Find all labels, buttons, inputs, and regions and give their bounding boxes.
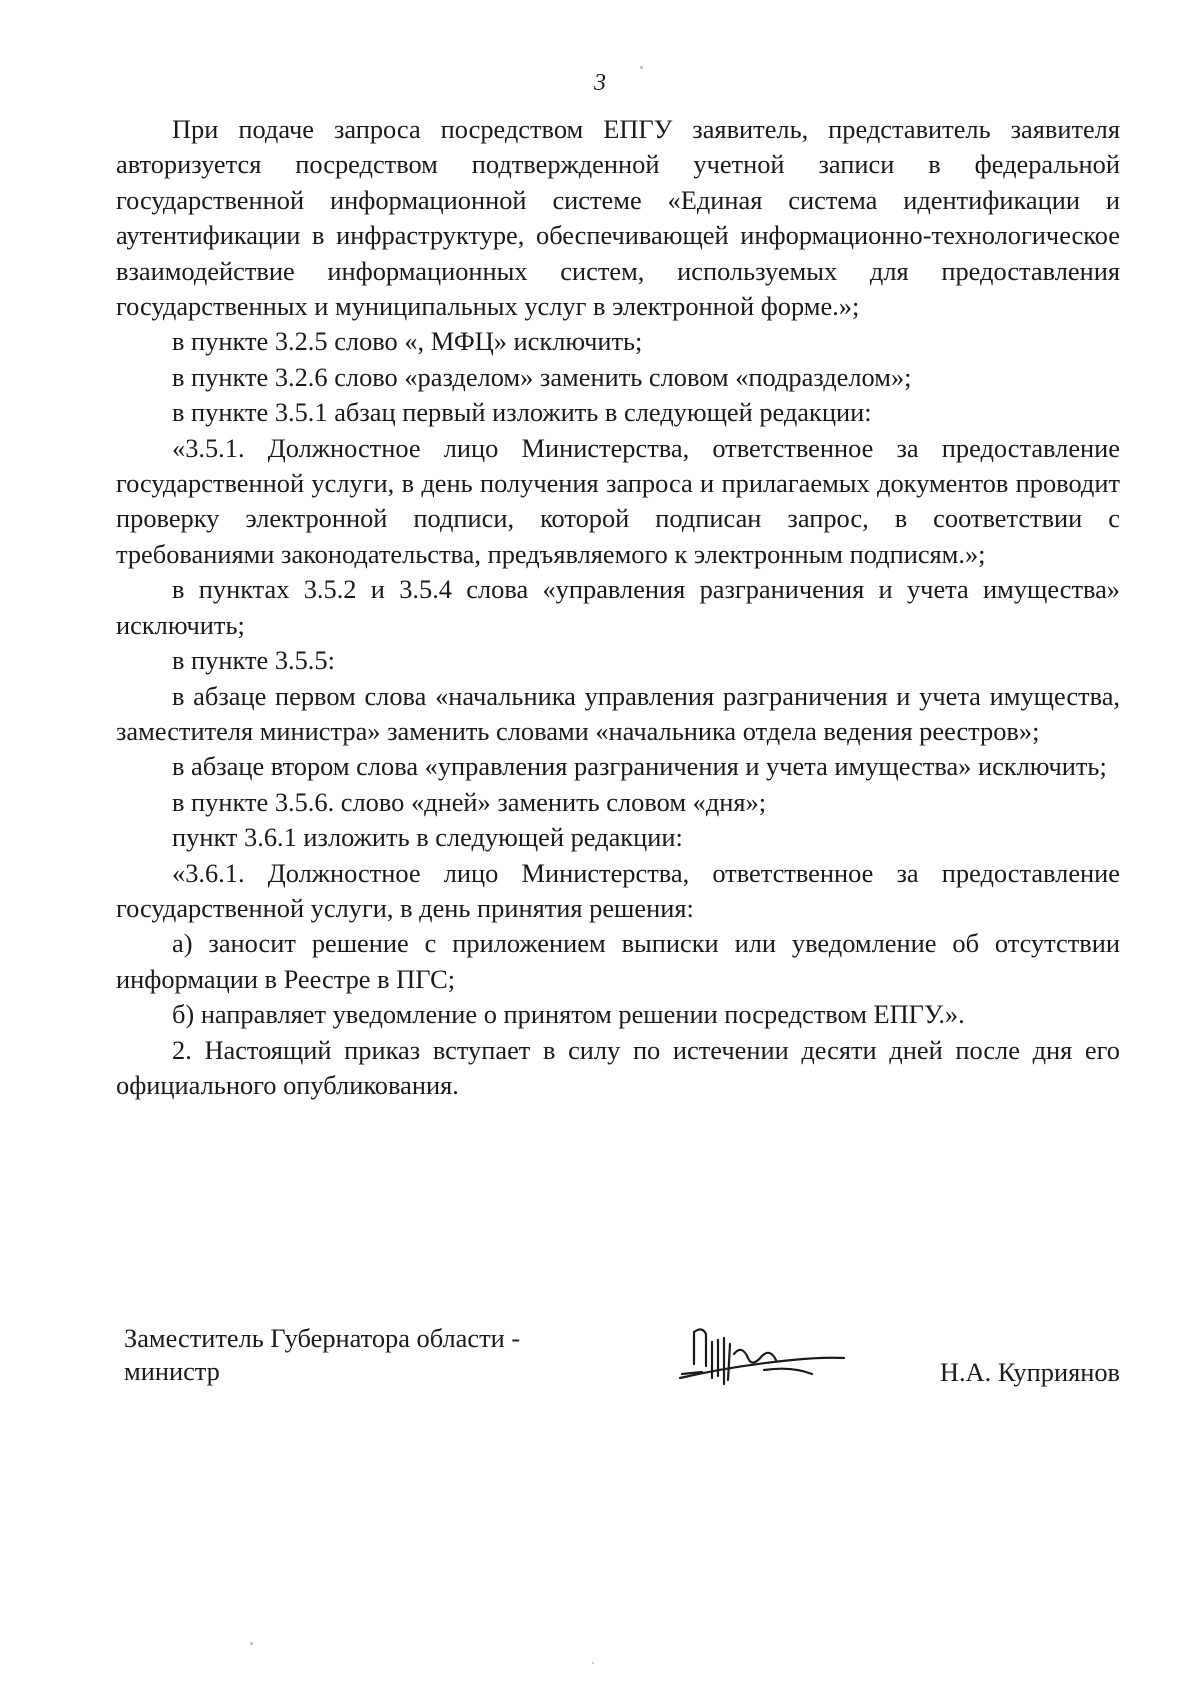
- paragraph: в пункте 3.2.6 слово «разделом» заменить словом «подразделом»;: [172, 361, 912, 392]
- signer-title-line: Заместитель Губернатора области -: [124, 1323, 521, 1353]
- paragraph: «3.5.1. Должностное лицо Министерства, ответственное за предоставление государственной услуги, в день получения запроса и прилагаемых документов проводит проверку электронной подписи, которой подписан запрос, в соответствии с требованиями законодательства, предъявляемого к электронным подписям.»;: [116, 432, 1120, 569]
- scan-speck: [640, 66, 643, 69]
- paragraph: в пункте 3.5.1 абзац первый изложить в следующей редакции:: [172, 397, 872, 428]
- paragraph: в абзаце втором слова «управления разграничения и учета имущества» исключить;: [172, 751, 1107, 782]
- signature-block: [124, 1322, 1120, 1402]
- paragraph: а) заносит решение с приложением выписки или уведомление об отсутствии информации в Реестре в ПГС;: [116, 928, 1120, 994]
- paragraph: в пункте 3.5.6. слово «дней» заменить словом «дня»;: [172, 786, 767, 817]
- paragraph: При подаче запроса посредством ЕПГУ заявитель, представитель заявителя авторизуется посредством подтвержденной учетной записи в федеральной государственной информационной системе «Единая система идентификации и аутентификации в инфраструктуре, обеспечивающей информационно-технологическое взаимодействие информационных систем, используемых для предоставления государственных и муниципальных услуг в электронной форме.»;: [116, 114, 1120, 322]
- paragraph: пункт 3.6.1 изложить в следующей редакции:: [172, 822, 683, 853]
- paragraph: в пункте 3.5.5:: [172, 645, 335, 676]
- handwritten-signature-icon: [672, 1314, 852, 1394]
- scan-speck: [250, 1642, 253, 1645]
- scan-speck: [592, 1662, 594, 1664]
- paragraph: «3.6.1. Должностное лицо Министерства, ответственное за предоставление государственной услуги, в день принятия решения:: [116, 857, 1120, 923]
- signer-title-line: министр: [124, 1356, 220, 1386]
- page-number: 3: [594, 70, 606, 96]
- paragraph: 2. Настоящий приказ вступает в силу по истечении десяти дней после дня его официального опубликования.: [116, 1034, 1120, 1100]
- signer-name: Н.А. Куприянов: [939, 1357, 1120, 1387]
- paragraph: б) направляет уведомление о принятом решении посредством ЕПГУ.».: [172, 999, 965, 1030]
- document-body: [116, 112, 1120, 1103]
- paragraph: в пунктах 3.5.2 и 3.5.4 слова «управления разграничения и учета имущества» исключить;: [116, 574, 1120, 640]
- paragraph: в абзаце первом слова «начальника управления разграничения и учета имущества, заместителя министра» заменить словами «начальника отдела ведения реестров»;: [116, 680, 1120, 746]
- paragraph: в пункте 3.2.5 слово «, МФЦ» исключить;: [172, 326, 643, 357]
- signer-title: [124, 1322, 584, 1388]
